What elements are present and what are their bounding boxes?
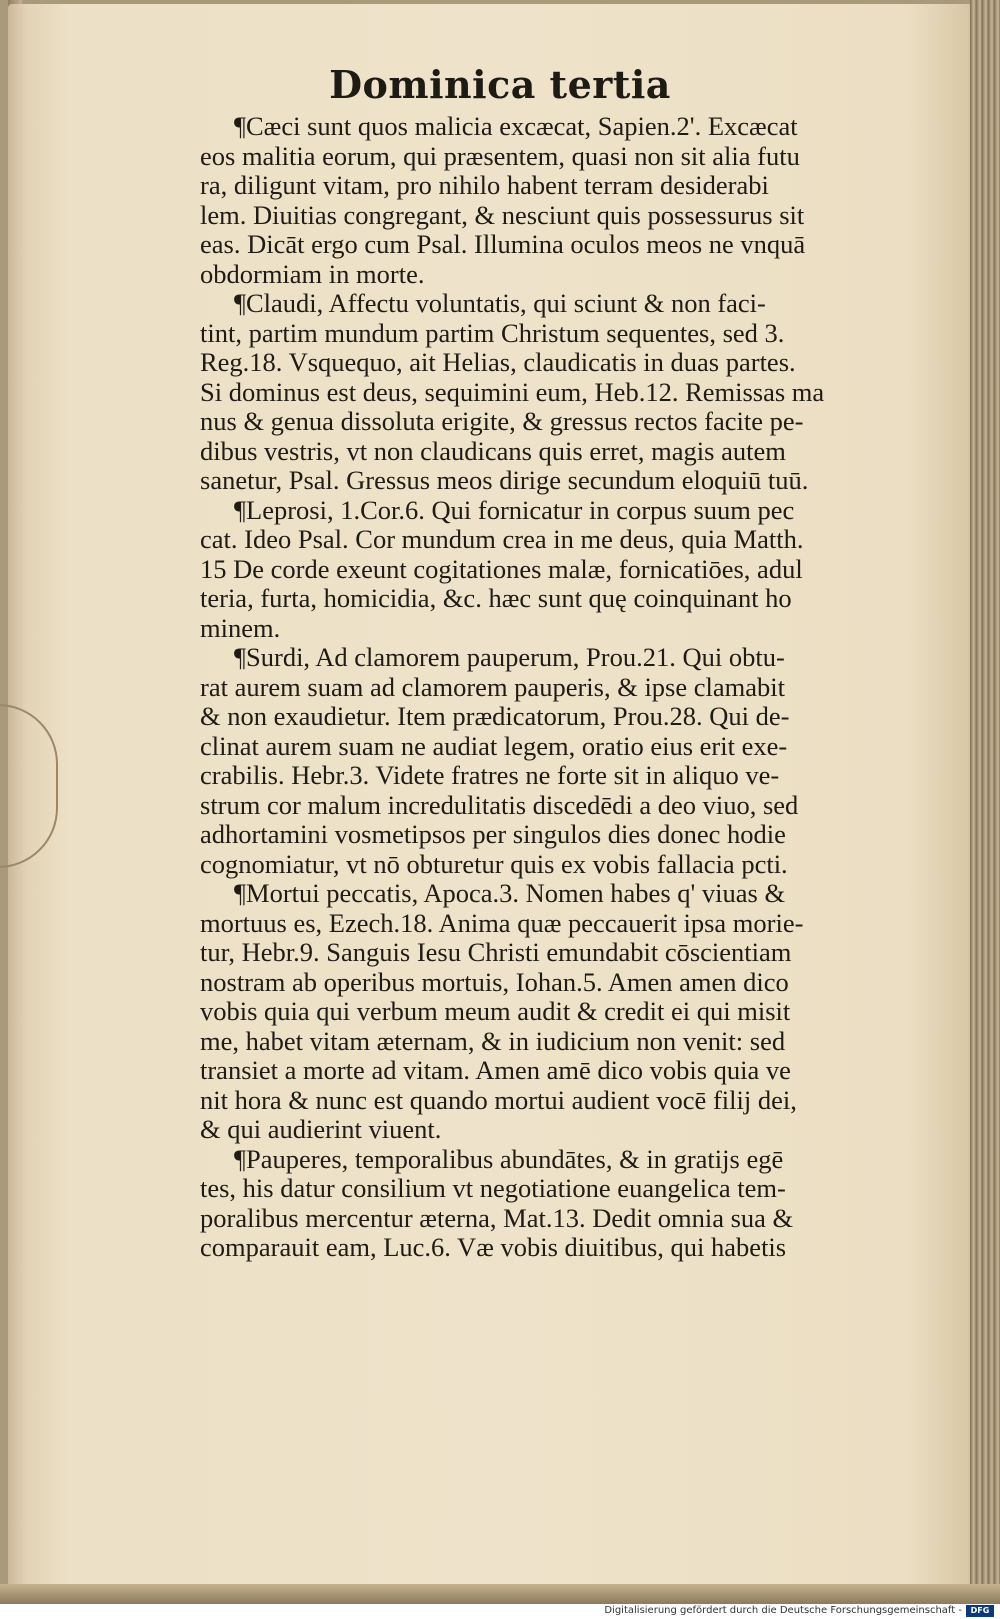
text-line: cognomiatur, vt nō obturetur quis ex vobis fallacia pcti.: [200, 848, 788, 879]
text-line: Reg.18. Vsquequo, ait Helias, claudicatis in duas partes.: [200, 347, 796, 377]
text-line: nit hora & nunc est quando mortui audient vocē filij dei,: [200, 1084, 797, 1115]
text-line: crabilis. Hebr.3. Videte fratres ne forte sit in aliquo ve-: [200, 760, 780, 790]
text-line: rat aurem suam ad clamorem pauperis, & ipse clamabit: [200, 671, 785, 702]
text-line: ¶Claudi, Affectu voluntatis, qui sciunt & non faci-: [234, 288, 766, 318]
dfg-logo: DFG: [966, 1605, 994, 1617]
text-line: ¶Leprosi, 1.Cor.6. Qui fornicatur in corpus suum pec: [234, 494, 795, 525]
text-line: ¶Cæci sunt quos malicia excæcat, Sapien.2'. Excæcat: [234, 111, 798, 141]
text-line: eos malitia eorum, qui præsentem, quasi non sit alia futu: [200, 140, 800, 171]
text-line: & qui audierint viuent.: [200, 1114, 442, 1144]
text-line: lem. Diuitias congregant, & nesciunt quis possessurus sit: [200, 199, 805, 230]
page-edges: [970, 0, 1000, 1604]
text-line: tur, Hebr.9. Sanguis Iesu Christi emundabit cōscientiam: [200, 937, 792, 967]
footer-bar: [0, 1604, 1000, 1619]
text-line: nostram ab operibus mortuis, Iohan.5. Amen amen dico: [200, 966, 789, 997]
text-line: teria, furta, homicidia, &c. hæc sunt quę coinquinant ho: [200, 583, 792, 613]
running-heading: Dominica tertia: [329, 62, 671, 107]
text-line: sanetur, Psal. Gressus meos dirige secundum eloquiū tuū.: [200, 465, 809, 495]
text-line: comparauit eam, Luc.6. Væ vobis diuitibus, qui habetis: [200, 1232, 787, 1262]
text-line: minem.: [200, 612, 281, 643]
text-line: me, habet vitam æternam, & in iudicium non venit: sed: [200, 1025, 786, 1056]
text-line: dibus vestris, vt non claudicans quis erret, magis autem: [200, 435, 786, 466]
text-line: eas. Dicāt ergo cum Psal. Illumina oculos meos ne vnquā: [200, 229, 806, 259]
text-line: 15 De corde exeunt cogitationes malæ, fornicatiōes, adul: [200, 553, 803, 584]
clasp-mark: [0, 704, 58, 868]
funding-credit: Digitalisierung gefördert durch die Deutsche Forschungsgemeinschaft -: [604, 1605, 962, 1616]
text-line: tes, his datur consilium vt negotiatione euangelica tem-: [200, 1173, 786, 1203]
text-line: mortuus es, Ezech.18. Anima quæ peccauerit ipsa morie-: [200, 907, 804, 938]
text-line: cat. Ideo Psal. Cor mundum crea in me deus, quia Matth.: [200, 524, 804, 554]
text-line: ¶Surdi, Ad clamorem pauperum, Prou.21. Qui obtu-: [234, 642, 785, 672]
text-line: poralibus mercentur æterna, Mat.13. Dedit omnia sua &: [200, 1202, 794, 1233]
text-line: strum cor malum incredulitatis discedēdi a deo viuo, sed: [200, 789, 799, 820]
text-line: clinat aurem suam ne audiat legem, oratio eius erit exe-: [200, 730, 788, 761]
text-line: Si dominus est deus, sequimini eum, Heb.12. Remissas ma: [200, 376, 825, 407]
bottom-edge: [0, 1584, 1000, 1604]
text-line: & non exaudietur. Item prædicatorum, Prou.28. Qui de-: [200, 701, 790, 731]
text-line: ra, diligunt vitam, pro nihilo habent terram desiderabi: [200, 170, 769, 200]
text-line: ¶Mortui peccatis, Apoca.3. Nomen habes q' viuas &: [234, 878, 786, 908]
text-line: ¶Pauperes, temporalibus abundātes, & in gratijs egē: [234, 1143, 784, 1174]
text-line: obdormiam in morte.: [200, 258, 425, 289]
text-line: adhortamini vosmetipsos per singulos dies donec hodie: [200, 819, 786, 849]
text-line: transiet a morte ad vitam. Amen amē dico vobis quia ve: [200, 1055, 791, 1085]
text-line: tint, partim mundum partim Christum sequentes, sed 3.: [200, 317, 785, 348]
text-line: nus & genua dissoluta erigite, & gressus rectos facite pe-: [200, 406, 804, 436]
body-text: [200, 112, 890, 1263]
text-line: vobis quia qui verbum meum audit & credit ei qui misit: [200, 996, 791, 1026]
